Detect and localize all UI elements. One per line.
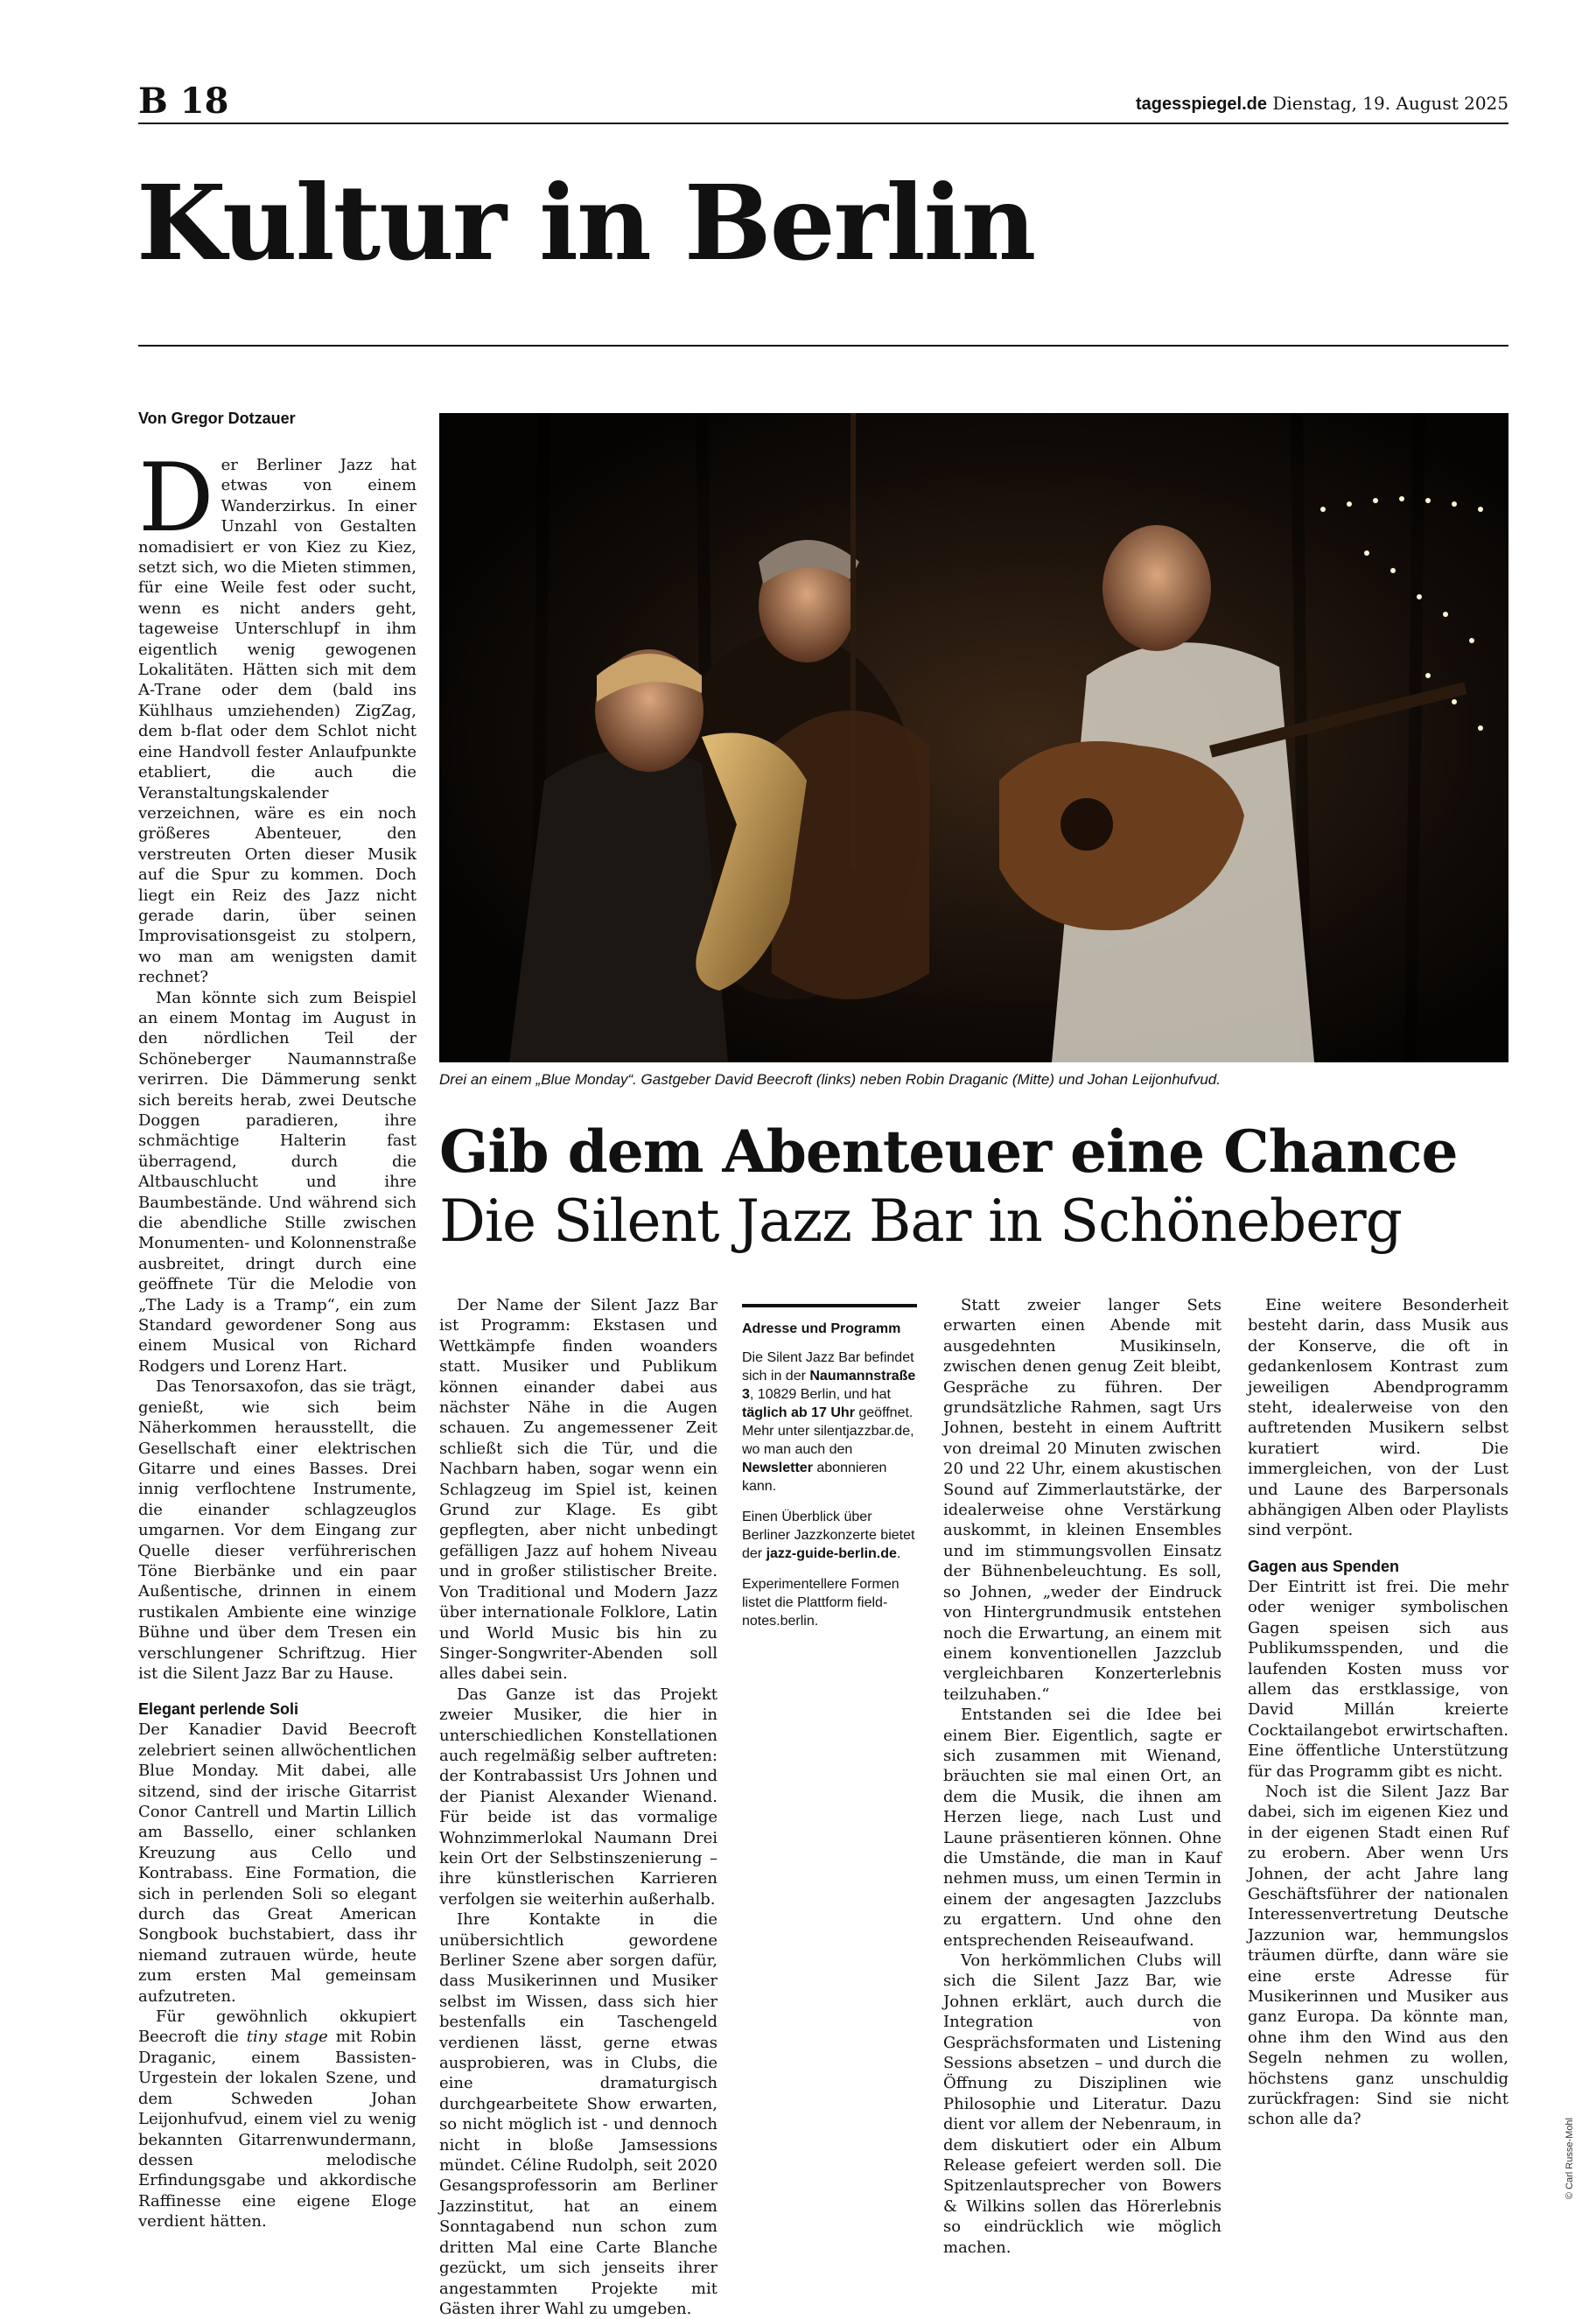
page-number: B 18 — [138, 81, 229, 122]
article-column-5 — [1248, 1295, 1508, 2130]
info-box-title: Adresse und Programm — [742, 1321, 901, 1336]
info-box — [742, 1304, 917, 1643]
subhead-gagen: Gagen aus Spenden — [1248, 1557, 1400, 1575]
photo-caption: Drei an einem „Blue Monday“. Gastgeber David Beecroft (links) neben Robin Draganic (Mitte) und Johan Leijonhufvud. — [439, 1071, 1221, 1088]
site-name: tagesspiegel.de — [1135, 95, 1268, 114]
article-column-4 — [943, 1295, 1222, 2258]
article-column-1 — [138, 444, 416, 2232]
section-rule — [138, 345, 1508, 347]
article-photo — [439, 413, 1508, 1062]
jazz-trio-photo — [439, 413, 1508, 1062]
photo-credit: © Carl Russe-Mohl — [1564, 2118, 1575, 2200]
article-paragraph: Ihre Kontakte in die unübersichtlich gewordene Berliner Szene aber sorgen dafür, dass Musikerinnen und Musiker selbst im Wissen, dass sich hier bestenfalls ein Taschengeld verdienen lässt, gerne etwas ausprobieren, was in Clubs, die eine dramaturgisch durchgearbeitete Show erwarten, so nicht möglich ist - und dennoch nicht in bloße Jamsessions mündet. Céline Rudolph, seit 2020 Gesangsprofessorin am Berliner Jazzinstitut, hat an einem Sonntagabend nun schon zum dritten Mal eine Carte Blanche gezückt, um sich jenseits ihrer angestammten Projekte mit Gästen ihrer Wahl zu umgeben. — [439, 1910, 718, 2318]
article-paragraph: Man könnte sich zum Beispiel an einem Montag im August in den nördlichen Teil der Schöneberger Naumannstraße verirren. Die Dämmerung senkt sich bereits herab, zwei Deutsche Doggen paradieren, ihre schmächtige Halterin fast überragend, durch die Altbauschlucht und ihre Baumbestände. Und während sich die abendliche Stille zwischen Monumenten- und Kolonnenstraße ausbreitet, dringt durch eine geöffnete Tür die Melodie von „The Lady is a Tramp“, ein zum Standard gewordener Song aus einem Musical von Richard Rodgers und Lorenz Hart. — [138, 988, 416, 1376]
headline: Gib dem Abenteuer eine Chance — [439, 1117, 1458, 1186]
info-box-text: Experimentellere Formen listet die Plattform field-notes.berlin. — [742, 1577, 900, 1629]
article-paragraph: Entstanden sei die Idee bei einem Bier. Eigentlich, sagte er sich zusammen mit Wienand, bräuchten sie mal einen Ort, an dem die Musik, die ihnen am Herzen liege, nach Lust und Laune präsentieren können. Ohne die Umstände, die man in Kauf nehmen muss, um einen Termin in einem der angesagten Jazzclubs zu ergattern. Und ohne den entsprechenden Reiseaufwand. — [943, 1706, 1222, 1950]
article-paragraph: Noch ist die Silent Jazz Bar dabei, sich im eigenen Kiez und in der eigenen Stadt einen Ruf zu erobern. Aber wenn Urs Johnen, der acht Jahre lang Geschäftsführer der nationalen Interessenvertretung Deutsche Jazzunion war, hemmungslos träumen dürfte, dann wäre sie eine erste Adresse für Musikerinnen und Musiker aus ganz Europa. Da könnte man, ohne ihm den Wind aus den Segeln nehmen zu wollen, höchstens ganz unschuldig zurückfragen: Sind sie nicht schon alle da? — [1248, 1782, 1508, 2129]
issue-date: Dienstag, 19. August 2025 — [1272, 93, 1508, 114]
article-paragraph: Der Kanadier David Beecroft zelebriert seinen allwöchentlichen Blue Monday. Mit dabei, alle sitzend, sind der irische Gitarrist Conor Cantrell und Martin Lillich am Bassello, einer schlanken Kreuzung aus Cello und Kontrabass. Eine Formation, die sich in perlenden Soli so elegant durch das Great American Songbook buchstabiert, dass ihr niemand zutrauen würde, heute zum ersten Mal gemeinsam aufzutreten. — [138, 1720, 416, 2006]
drop-cap: D — [138, 444, 214, 553]
article-paragraph: Der Name der Silent Jazz Bar ist Programm: Ekstasen und Wettkämpfe finden woanders statt. Musiker und Publikum können einander dabei aus nächster Nähe in die Augen schauen. Zu angemessener Zeit schließt sich die Tür, und die Nachbarn haben, sogar wenn ein Schlagzeug im Spiel ist, keinen Grund zur Klage. Es gibt gepflegten, aber nicht unbedingt gefälligen Jazz auf hohem Niveau und in großer stilistischer Breite. Von Traditional und Modern Jazz über internationale Folklore, Latin und World Music bis hin zu Singer-Songwriter-Abenden soll alles dabei sein. — [439, 1296, 718, 1684]
info-box-text: Einen Überblick über Berliner Jazzkonzerte bietet der jazz-guide-berlin.de. — [742, 1510, 915, 1561]
subhead-elegant: Elegant perlende Soli — [138, 1700, 299, 1719]
article-paragraph: Der Berliner Jazz hat etwas von einem Wanderzirkus. In einer Unzahl von Gestalten nomadisiert er von Kiez zu Kiez, setzt sich, wo die Mieten stimmen, für eine Weile fest oder sucht, wenn es nicht anders geht, tageweise Unterschlupf in ihm eigentlich wenig gewogenen Lokalitäten. Hätten sich mit dem A-Trane oder dem (bald ins Kühlhaus umziehenden) ZigZag, dem b-flat oder dem Schlot nicht eine Handvoll fester Anlaufpunkte etabliert, die auch die Veranstaltungskalender verzeichnen, wäre es ein noch größeres Abenteuer, den verstreuten Orten dieser Musik auf die Spur zu kommen. Doch liegt ein Reiz des Jazz nicht gerade darin, über seinen Improvisationsgeist zu stolpern, wo man am wenigsten damit rechnet? — [138, 444, 416, 987]
article-paragraph: Statt zweier langer Sets erwarten einen Abende mit ausgedehnten Musikinseln, zwischen denen genug Zeit bleibt, Gespräche zu führen. Der grundsätzliche Rahmen, sagt Urs Johnen, besteht in einem Auftritt von dreimal 20 Minuten zwischen 20 und 22 Uhr, einem akustischen Sound auf Zimmerlautstärke, der idealerweise ohne Verstärkung auskommt, in kleinen Ensembles und im stimmungsvollen Einsatz der Bühnenbeleuchtung. Es soll, so Johnen, „weder der Eindruck von Hintergrundmusik entstehen noch die Erwartung, an einem mit einem konventionellen Jazzclub vergleichbaren Konzerterlebnis teilzuhaben.“ — [943, 1296, 1222, 1704]
article-paragraph: Von herkömmlichen Clubs will sich die Silent Jazz Bar, wie Johnen erklärt, auch durch die Integration von Gesprächsformaten und Listening Sessions absetzen – und durch die Öffnung zu Disziplinen wie Philosophie und Literatur. Dazu dient vor allem der Nebenraum, in dem diskutiert oder ein Album Release gefeiert werden soll. Die Spitzenlautsprecher von Bowers & Wilkins sollen das Hörerlebnis so eindrücklich wie möglich machen. — [943, 1951, 1222, 2257]
masthead — [1136, 93, 1508, 115]
article-paragraph: Der Eintritt ist frei. Die mehr oder weniger symbolischen Gagen speisen sich aus Publikumsspenden, und die laufenden Kosten muss vor allem das erstklassige, von David Millán kreierte Cocktailangebot erwirtschaften. Eine öffentliche Unterstützung für das Programm gibt es nicht. — [1248, 1577, 1508, 1781]
byline: Von Gregor Dotzauer — [138, 410, 296, 427]
article-paragraph: Für gewöhnlich okkupiert Beecroft die tiny stage mit Robin Draganic, einem Bassisten-Urgestein der lokalen Szene, und dem Schweden Johan Leijonhufvud, einem viel zu wenig bekannten Gitarrenwundermann, dessen melodische Erfindungsgabe und akkordische Raffinesse eine eigene Eloge verdient hätten. — [138, 2007, 416, 2231]
article-paragraph: Eine weitere Besonderheit besteht darin, dass Musik aus der Konserve, die oft in gedankenlosem Kontrast zum jeweiligen Abendprogramm steht, idealerweise von den auftretenden Musikern selbst kuratiert wird. Die immergleichen, von der Lust und Laune des Barpersonals abhängigen Alben oder Playlists sind verpönt. — [1248, 1296, 1508, 1540]
subheadline: Die Silent Jazz Bar in Schöneberg — [439, 1188, 1402, 1255]
info-box-text: Die Silent Jazz Bar befindet sich in der Naumannstraße 3, 10829 Berlin, und hat täglich ab 17 Uhr geöffnet. Mehr unter silentjazzbar.de, wo man auch den Newsletter abonnieren kann. — [742, 1350, 916, 1494]
section-title: Kultur in Berlin — [136, 162, 1035, 284]
article-paragraph: Das Tenorsaxofon, das sie trägt, genießt, wie sich beim Näherkommen herausstellt, die Gesellschaft einer elektrischen Gitarre und eines Basses. Drei innig verflochtene Instrumente, die einander schlagzeuglos umgarnen. Vor dem Eingang zur Quelle dieser verführerischen Töne Bierbänke und ein paar Außentische, drinnen in einem rustikalen Ambiente eine winzige Bühne und über dem Tresen ein verschlungener Schriftzug. Hier ist die Silent Jazz Bar zu Hause. — [138, 1377, 416, 1683]
top-rule — [138, 123, 1508, 124]
article-paragraph: Das Ganze ist das Projekt zweier Musiker, die hier in unterschiedlichen Konstellationen auch regelmäßig selber auftreten: der Kontrabassist Urs Johnen und der Pianist Alexander Wienand. Für beide ist das vormalige Wohnzimmerlokal Naumann Drei kein Ort der Selbstinszenierung – ihre künstlerischen Karrieren verfolgen sie weiterhin außerhalb. — [439, 1685, 718, 1909]
info-box-bar — [742, 1304, 917, 1307]
article-column-2 — [439, 1295, 718, 2319]
